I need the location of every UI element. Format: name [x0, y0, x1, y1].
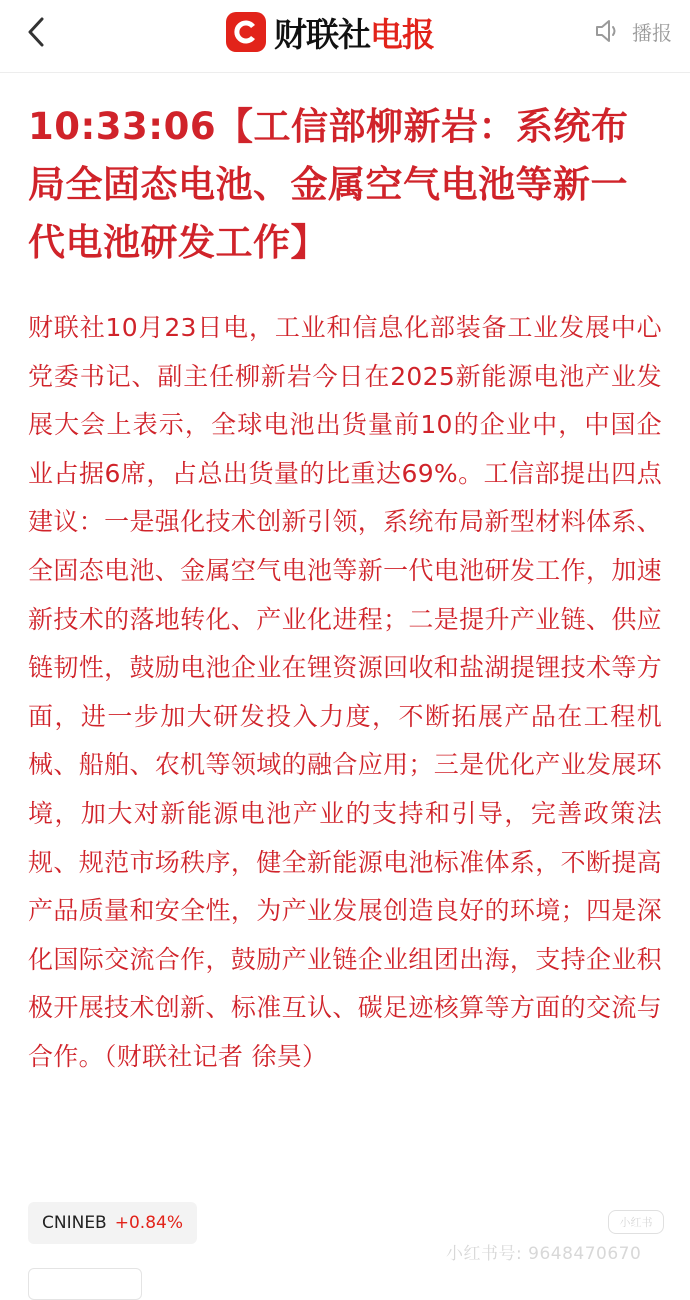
chevron-left-icon: [20, 14, 56, 50]
stock-name: CNINEB: [42, 1213, 107, 1233]
logo-text-black: 财联社: [274, 14, 370, 54]
play-label: 播报: [632, 20, 672, 45]
article-headline: 10:33:06【工信部柳新岩：系统布局全固态电池、金属空气电池等新一代电池研发工作】: [28, 105, 629, 264]
back-button[interactable]: [20, 14, 56, 50]
topic-tag[interactable]: [28, 1268, 142, 1300]
logo-text-red: 电报: [370, 14, 434, 54]
watermark-id: 小红书号: 9648470670: [446, 1244, 642, 1264]
play-audio-button[interactable]: [594, 16, 672, 46]
logo-c-icon: [226, 12, 266, 52]
stock-chip[interactable]: [28, 1202, 197, 1244]
stock-change: +0.84%: [114, 1213, 183, 1233]
watermark-logo: 小红书: [608, 1210, 664, 1234]
top-bar: [0, 0, 690, 73]
article-body: 财联社10月23日电，工业和信息化部装备工业发展中心党委书记、副主任柳新岩今日在2025新能源电池产业发展大会上表示，全球电池出货量前10的企业中，中国企业占据6席，占总出货量的比重达69%。工信部提出四点建议：一是强化技术创新引领，系统布局新型材料体系、全固态电池、金属空气电池等新一代电池研发工作，加速新技术的落地转化、产业化进程；二是提升产业链、供应链韧性，鼓励电池企业在锂资源回收和盐湖提锂技术等方面，进一步加大研发投入力度，不断拓展产品在工程机械、船舶、农机等领域的融合应用；三是优化产业发展环境，加大对新能源电池产业的支持和引导，完善政策法规、规范市场秩序，健全新能源电池标准体系，不断提高产品质量和安全性，为产业发展创造良好的环境；四是深化国际交流合作，鼓励产业链企业组团出海，支持企业积极开展技术创新、标准互认、碳足迹核算等方面的交流与合作。（财联社记者 徐昊）: [28, 313, 662, 1071]
speaker-icon: [594, 18, 622, 44]
app-logo: [226, 10, 434, 54]
